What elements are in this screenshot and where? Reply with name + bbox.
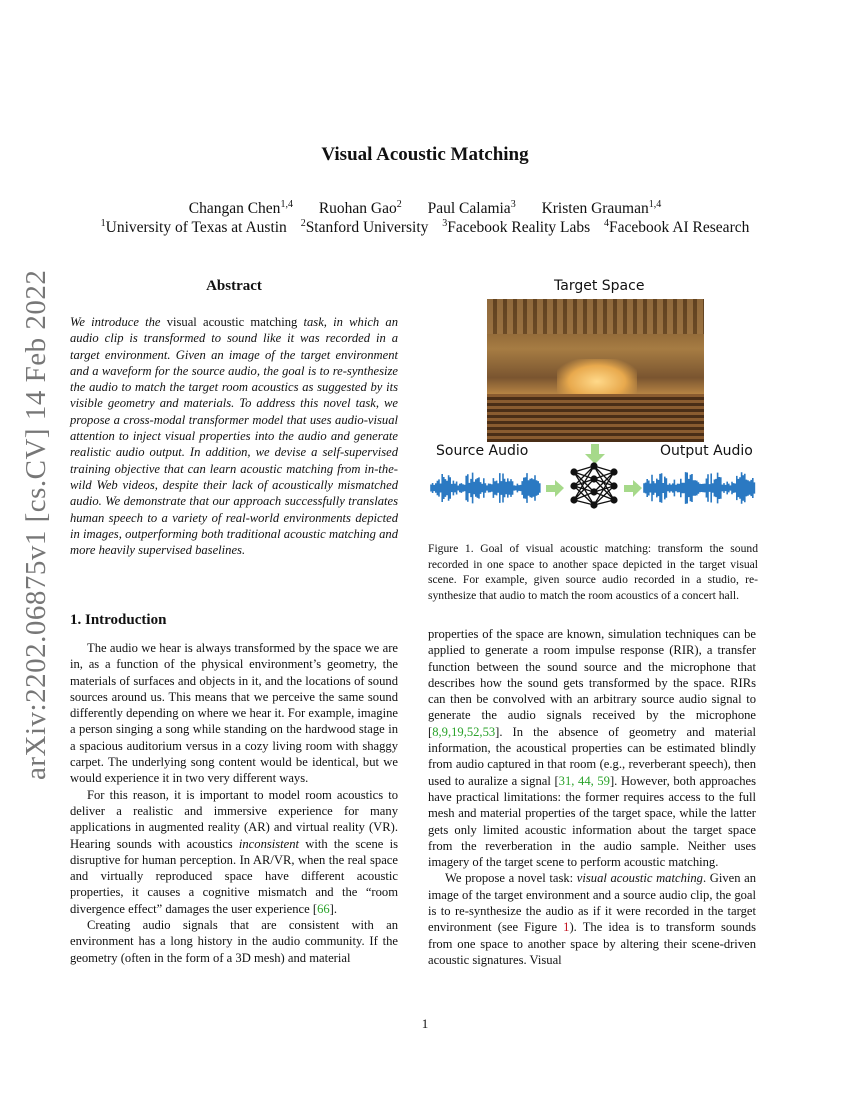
citation-link[interactable]: 8,9,19,52,53	[432, 724, 496, 739]
target-space-label: Target Space	[554, 278, 645, 294]
paper-title: Visual Acoustic Matching	[321, 144, 529, 165]
paragraph: The audio we hear is always transformed by the space we are in, as a function of the physical environment’s geometry, the materials of surfaces and objects in it, and the locations of sound sources around us. This means that we perceive the same sound differently depending on where we hear it. For example, imagine a person singing a song while standing on the hardwood stage in a spacious auditorium versus in a cozy living room with shaggy carpet. The underlying song content would be identical, but we would experience it in two very different ways.	[70, 641, 398, 786]
author: Kristen Grauman$^{1,4}$	[541, 198, 662, 217]
abstract-text: We introduce the visual acoustic matching task, in which an audio clip is transformed to sound like it was recorded in a target environment. Given an image of the target environment and a waveform for the source audio, the goal is to re-synthesize the audio to match the target room acoustics as suggested by its visible geometry and materials. To address this novel task, we propose a cross-modal transformer model that uses audio-visual attention to inject visual properties into the audio and generate realistic audio output. In addition, we devise a self-supervised training objective that can learn acoustic matching from in-the-wild Web videos, despite their lack of acoustically mismatched audio. We demonstrate that our approach successfully translates human speech to a variety of real-world environments depicted in images, outperforming both traditional acoustic matching and more heavily supervised baselines.	[70, 315, 398, 558]
affiliation-list	[0, 219, 850, 237]
network-node	[590, 488, 597, 495]
source-audio-label: Source Audio	[436, 443, 529, 459]
figure-reference-link[interactable]: 1	[563, 920, 570, 935]
down-arrow-icon	[585, 444, 605, 464]
paragraph: For this reason, it is important to model room acoustics to deliver a realistic and immersive experience for many applications in augmented reality (AR) and virtual reality (VR). Hearing sounds with acoustics inconsistent with the scene is disruptive for human perception. In AR/VR, when the real space and virtually reproduced space have different acoustic properties, it causes a cognitive mismatch and the “room divergence effect” damages the user experience [66].	[70, 787, 398, 916]
affiliation: $^4$Facebook AI Research	[604, 217, 750, 236]
network-node	[570, 482, 577, 489]
network-node	[570, 468, 577, 475]
neural-network-icon	[574, 466, 614, 505]
section-heading-introduction: 1. Introduction	[70, 612, 167, 628]
output-audio-label: Output Audio	[660, 443, 753, 459]
network-node	[610, 496, 617, 503]
paragraph: properties of the space are known, simulation techniques can be applied to generate a room impulse response (RIR), a transfer function between the sound source and the microphone that describes how the sound gets transformed by the space. RIRs can then be convolved with an arbitrary source audio signal to generate the audio signals received by the microphone [8,9,19,52,53]. In the absence of geometry and material information, the acoustical properties can be estimated blindly from audio captured in that room (e.g., reverberant speech), then used to auralize a signal [31, 44, 59]. However, both approaches have practical limitations: the former requires access to the full mesh and material properties of the target space, while the latter gets only limited acoustic information about the target space from the reverberation in the audio sample. Neither uses imagery of the target scene to perform acoustic matching.	[428, 627, 757, 870]
network-node	[610, 468, 617, 475]
affiliation: $^3$Facebook Reality Labs	[442, 217, 591, 236]
author: Changan Chen$^{1,4}$	[188, 198, 293, 217]
abstract-heading: Abstract	[206, 278, 262, 294]
paragraph: Creating audio signals that are consistent with an environment has a long history in the audio community. If the geometry (often in the form of a 3D mesh) and material	[70, 918, 398, 965]
right-column-text	[428, 626, 756, 968]
figure-1	[428, 276, 758, 511]
paragraph: We propose a novel task: visual acoustic matching. Given an image of the target environment and a source audio clip, the goal is to re-synthesize the audio as if it were recorded in the target environment (see Figure 1). The idea is to transform sounds from one space to another space by altering their scene-driven acoustic signatures. Visual	[428, 871, 757, 967]
figure-caption: Figure 1. Goal of visual acoustic matching: transform the sound recorded in one space to another space depicted in the target visual scene. For example, given source audio recorded in a studio, re-synthesize that audio to match the room acoustics of a concert hall.	[428, 542, 758, 602]
introduction-text	[70, 640, 398, 966]
author: Ruohan Gao$^2$	[318, 198, 402, 217]
affiliation: $^1$University of Texas at Austin	[100, 217, 287, 236]
output-waveform	[644, 472, 754, 504]
network-node	[590, 501, 597, 508]
author-list	[0, 200, 850, 218]
network-node	[590, 475, 597, 482]
source-waveform	[431, 473, 540, 504]
figure-graphics	[428, 276, 758, 511]
right-arrow-icon	[546, 480, 564, 497]
network-node	[590, 462, 597, 469]
citation-link[interactable]: 66	[317, 901, 330, 916]
citation-link[interactable]: 31, 44, 59	[558, 773, 610, 788]
network-node	[570, 496, 577, 503]
network-node	[610, 482, 617, 489]
arxiv-stamp: arXiv:2202.06875v1 [cs.CV] 14 Feb 2022	[20, 269, 52, 780]
affiliation: $^2$Stanford University	[300, 217, 429, 236]
page-number: 1	[421, 1016, 429, 1031]
right-arrow-icon	[624, 480, 642, 497]
author: Paul Calamia$^3$	[427, 198, 516, 217]
